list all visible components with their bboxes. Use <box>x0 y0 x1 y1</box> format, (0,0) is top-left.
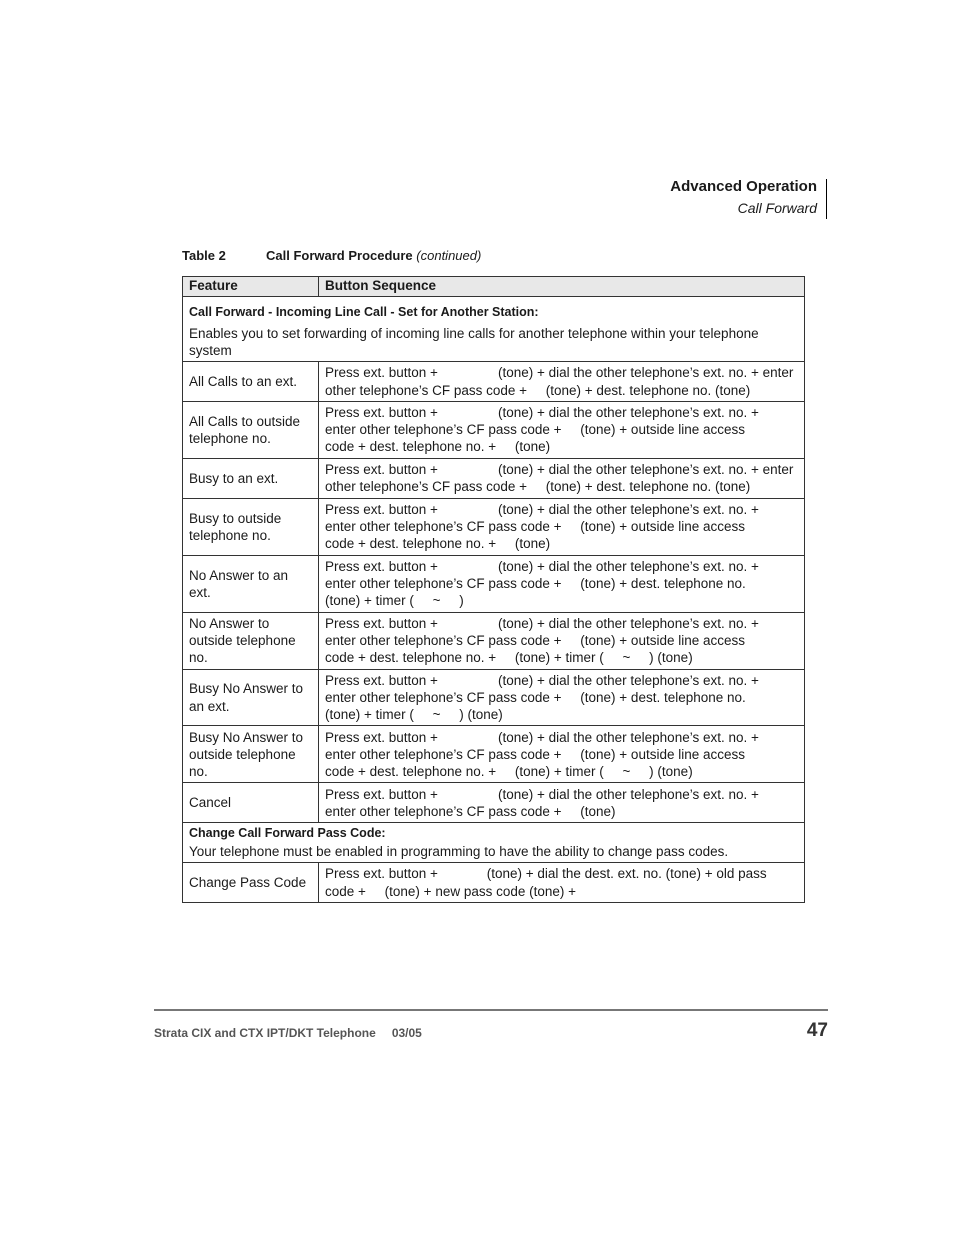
sequence-cell <box>319 863 805 902</box>
table-row <box>183 612 805 669</box>
sequence-line: enter other telephone’s CF pass code + (tone) + dest. telephone no. <box>325 576 746 592</box>
sequence-line: (tone) + timer ( ~ ) (tone) <box>325 707 503 723</box>
feature-cell: Busy No Answer to an ext. <box>183 669 319 726</box>
sequence-line: code + dest. telephone no. + (tone) <box>325 439 551 455</box>
table-row <box>183 863 805 902</box>
sequence-line: enter other telephone’s CF pass code + (tone) + outside line access <box>325 519 745 535</box>
table-header-row <box>183 277 805 297</box>
sequence-line: enter other telephone’s CF pass code + (tone) + outside line access <box>325 633 745 649</box>
sequence-line: Press ext. button + (tone) + dial the dest. ext. no. (tone) + old pass <box>325 866 767 882</box>
sequence-line: other telephone’s CF pass code + (tone) + dest. telephone no. (tone) <box>325 382 751 398</box>
section-row <box>183 297 805 362</box>
sequence-line: Press ext. button + (tone) + dial the other telephone’s ext. no. + <box>325 405 759 420</box>
sequence-cell <box>319 669 805 726</box>
table-row <box>183 555 805 612</box>
chapter-title: Advanced Operation <box>670 178 817 195</box>
footer-rule <box>154 1009 828 1011</box>
sequence-line: Press ext. button + (tone) + dial the other telephone’s ext. no. + <box>325 672 759 688</box>
sequence-cell <box>319 726 805 783</box>
sequence-line: Press ext. button + (tone) + dial the other telephone’s ext. no. + <box>325 786 759 802</box>
call-forward-table <box>182 276 805 903</box>
feature-cell: All Calls to an ext. <box>183 362 319 401</box>
column-header-feature: Feature <box>183 277 319 297</box>
sequence-line: enter other telephone’s CF pass code + (tone) <box>325 803 616 819</box>
feature-cell: Busy No Answer to outside telephone no. <box>183 726 319 783</box>
feature-cell: No Answer to outside telephone no. <box>183 612 319 669</box>
sequence-cell <box>319 612 805 669</box>
feature-cell: All Calls to outside telephone no. <box>183 401 319 458</box>
sequence-line: (tone) + timer ( ~ ) <box>325 593 464 609</box>
sequence-line: Press ext. button + (tone) + dial the other telephone’s ext. no. + <box>325 729 759 745</box>
sequence-line: Press ext. button + (tone) + dial the other telephone’s ext. no. + <box>325 502 759 517</box>
table-caption <box>182 248 481 264</box>
sequence-line: other telephone’s CF pass code + (tone) + dest. telephone no. (tone) <box>325 479 751 495</box>
table-continued: (continued) <box>416 248 482 263</box>
feature-cell: Change Pass Code <box>183 863 319 902</box>
header-rule <box>826 179 827 219</box>
sequence-cell <box>319 555 805 612</box>
table-title: Call Forward Procedure <box>266 248 413 263</box>
column-header-sequence: Button Sequence <box>319 277 805 297</box>
sequence-line: Press ext. button + (tone) + dial the other telephone’s ext. no. + <box>325 559 759 574</box>
sequence-line: enter other telephone’s CF pass code + (tone) + outside line access <box>325 746 745 762</box>
table-row <box>183 669 805 726</box>
sequence-line: enter other telephone’s CF pass code + (tone) + dest. telephone no. <box>325 690 746 706</box>
table-row <box>183 401 805 458</box>
table-row <box>183 498 805 555</box>
table-number: Table 2 <box>182 248 226 263</box>
feature-cell: No Answer to an ext. <box>183 555 319 612</box>
feature-cell: Cancel <box>183 783 319 823</box>
sequence-line: code + dest. telephone no. + (tone) <box>325 536 551 552</box>
sequence-line: code + dest. telephone no. + (tone) + timer ( ~ ) (tone) <box>325 650 693 666</box>
product-name: Strata CIX and CTX IPT/DKT Telephone <box>154 1026 376 1040</box>
table-row <box>183 458 805 498</box>
sequence-line: code + (tone) + new pass code (tone) + <box>325 883 577 899</box>
sequence-cell <box>319 401 805 458</box>
table-row <box>183 362 805 401</box>
section-title: Call Forward <box>737 200 817 216</box>
section-description: Your telephone must be enabled in programming to have the ability to change pass codes. <box>189 843 729 859</box>
feature-cell: Busy to outside telephone no. <box>183 498 319 555</box>
page-number: 47 <box>806 1020 828 1041</box>
sequence-cell <box>319 458 805 498</box>
sequence-line: enter other telephone’s CF pass code + (tone) + outside line access <box>325 422 745 438</box>
sequence-cell <box>319 498 805 555</box>
sequence-line: Press ext. button + (tone) + dial the other telephone’s ext. no. + enter <box>325 365 794 381</box>
section-title: Call Forward - Incoming Line Call - Set for Another Station: <box>189 305 539 319</box>
sequence-line: code + dest. telephone no. + (tone) + timer ( ~ ) (tone) <box>325 764 693 780</box>
footer-text <box>154 1026 422 1040</box>
section-title: Change Call Forward Pass Code: <box>189 825 386 840</box>
sequence-line: Press ext. button + (tone) + dial the other telephone’s ext. no. + <box>325 616 759 631</box>
table-row <box>183 783 805 823</box>
feature-cell: Busy to an ext. <box>183 458 319 498</box>
sequence-line: Press ext. button + (tone) + dial the other telephone’s ext. no. + enter <box>325 462 794 478</box>
table-row <box>183 726 805 783</box>
running-header <box>670 178 817 218</box>
section-description: Enables you to set forwarding of incoming line calls for another telephone within your telephone system <box>189 326 759 359</box>
sequence-cell <box>319 362 805 401</box>
publication-date: 03/05 <box>391 1026 422 1040</box>
section-row <box>183 823 805 863</box>
sequence-cell <box>319 783 805 823</box>
